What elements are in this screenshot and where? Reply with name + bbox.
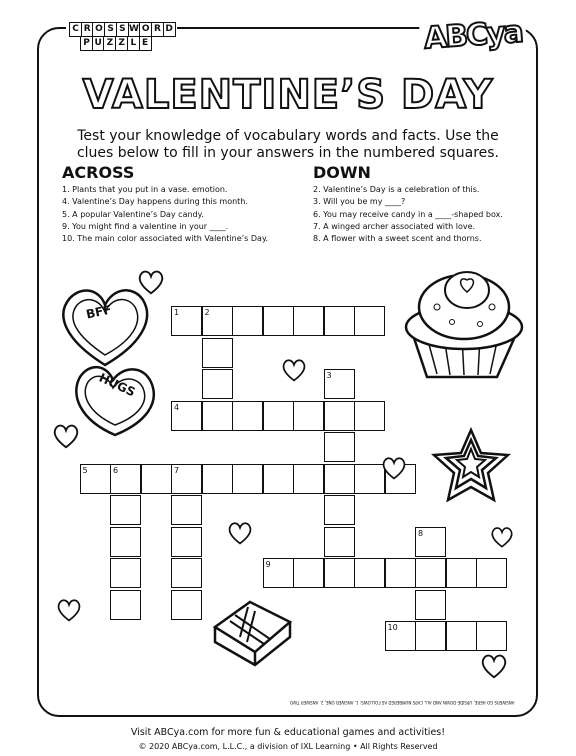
down-clue-7: 7. A winged archer associated with love. <box>313 221 476 231</box>
crossword-cell[interactable] <box>324 527 355 557</box>
copyright-text: © 2020 ABCya.com, L.L.C., a division of IXL Learning • All Rights Reserved <box>138 742 438 751</box>
heart-icon <box>56 597 82 623</box>
crossword-cell[interactable] <box>293 306 324 336</box>
logo-letter-tile: S <box>116 22 129 37</box>
across-heading: ACROSS <box>62 163 135 182</box>
logo-letter-tile: C <box>69 22 82 37</box>
clue-number-6: 6 <box>113 465 119 475</box>
heart-icon <box>480 652 508 680</box>
crossword-cell[interactable] <box>415 621 446 651</box>
logo-word-crossword <box>69 22 174 37</box>
clue-number-3: 3 <box>326 371 332 380</box>
crossword-cell[interactable] <box>232 306 263 336</box>
crossword-cell[interactable] <box>354 401 385 431</box>
crossword-cell[interactable] <box>202 338 233 368</box>
clue-number-8: 8 <box>418 528 424 538</box>
crossword-cell[interactable] <box>232 464 263 494</box>
crossword-cell[interactable] <box>141 464 172 494</box>
heart-icon <box>381 455 407 481</box>
heart-icon <box>52 422 80 450</box>
crossword-cell[interactable] <box>263 306 294 336</box>
crossword-cell[interactable] <box>324 495 355 525</box>
across-clue-9: 9. You might find a valentine in your ____. <box>62 221 229 231</box>
answers-note: ANSWERS GO HERE, UPSIDE-DOWN AND ALL CAPS NUMBERED AS FOLLOWS: 1. ANSWER ONE, 2. ANSWER TWO <box>290 700 515 705</box>
cupcake-illustration <box>402 262 532 382</box>
logo-letter-tile: D <box>163 22 176 37</box>
across-clue-10: 10. The main color associated with Valentine’s Day. <box>62 234 269 244</box>
clue-number-5: 5 <box>82 465 88 475</box>
logo-letter-tile: P <box>80 36 93 51</box>
crossword-cell[interactable] <box>415 558 446 588</box>
heart-icon <box>490 525 514 549</box>
abcya-logo: ABCya <box>419 14 527 56</box>
logo-letter-tile: E <box>139 36 152 51</box>
heart-icon <box>137 268 165 296</box>
crossword-cell[interactable] <box>202 401 233 431</box>
across-clues <box>62 184 268 245</box>
down-clue-8: 8. A flower with a sweet scent and thorns. <box>313 234 482 244</box>
down-clue-2: 2. Valentine’s Day is a celebration of this. <box>313 185 480 194</box>
across-clue-4: 4. Valentine’s Day happens during this month. <box>62 197 248 207</box>
crossword-cell[interactable] <box>446 621 477 651</box>
crossword-cell[interactable] <box>385 558 416 588</box>
crossword-cell[interactable] <box>293 464 324 494</box>
down-clue-6: 6. You may receive candy in a ____-shaped box. <box>313 209 503 219</box>
crossword-cell[interactable] <box>202 464 233 494</box>
candy-heart-bff <box>63 290 147 365</box>
chocolate-box-illustration <box>210 597 300 667</box>
logo-letter-tile: Z <box>103 36 116 51</box>
down-heading: DOWN <box>313 163 371 182</box>
crossword-cell[interactable] <box>293 401 324 431</box>
down-clue-3: 3. Will you be my ____? <box>313 197 406 207</box>
crossword-cell[interactable] <box>324 558 355 588</box>
crossword-cell[interactable] <box>324 401 355 431</box>
across-clue-5: 5. A popular Valentine’s Day candy. <box>62 209 204 219</box>
clue-number-9: 9 <box>265 560 271 569</box>
crossword-cell[interactable] <box>446 558 477 588</box>
crossword-cell[interactable] <box>354 306 385 336</box>
clue-number-1: 1 <box>174 308 180 317</box>
crossword-cell[interactable] <box>263 401 294 431</box>
clue-number-10: 10 <box>387 623 398 632</box>
heart-icon <box>227 520 253 546</box>
logo-letter-tile: U <box>92 36 105 51</box>
crossword-cell[interactable] <box>476 621 507 651</box>
crossword-cell[interactable] <box>110 527 141 557</box>
page-title: VALENTINE’S DAY <box>82 72 494 118</box>
crossword-cell[interactable] <box>324 432 355 462</box>
candy-heart-hugs-text: HUGS <box>96 370 138 400</box>
crossword-cell[interactable] <box>324 306 355 336</box>
crossword-cell[interactable] <box>354 558 385 588</box>
down-clues <box>313 184 503 245</box>
candy-heart-bff-text: BFF <box>84 302 113 322</box>
logo-letter-tile: O <box>92 22 105 37</box>
logo-letter-tile: O <box>139 22 152 37</box>
intro-text: Test your knowledge of vocabulary words and facts. Use the clues below to fill in your answers in the numbered squares. <box>76 128 500 161</box>
clue-number-7: 7 <box>174 465 180 475</box>
crossword-cell[interactable] <box>324 464 355 494</box>
logo-letter-tile: R <box>151 22 164 37</box>
crossword-cell[interactable] <box>110 558 141 588</box>
across-clue-1: 1. Plants that you put in a vase. emotion. <box>62 185 228 194</box>
crossword-cell[interactable] <box>110 590 141 620</box>
logo-letter-tile: W <box>128 22 141 37</box>
crossword-cell[interactable] <box>476 558 507 588</box>
crossword-cell[interactable] <box>232 401 263 431</box>
crossword-cell[interactable] <box>110 495 141 525</box>
crossword-cell[interactable] <box>171 527 202 557</box>
clue-number-4: 4 <box>174 402 180 412</box>
crossword-cell[interactable] <box>415 590 446 620</box>
footer-link-text[interactable]: Visit ABCya.com for more fun & educational games and activities! <box>130 727 446 738</box>
logo-word-puzzle <box>80 36 150 51</box>
heart-icon <box>281 357 307 383</box>
logo-letter-tile: Z <box>115 36 128 51</box>
crossword-puzzle-logo <box>66 22 177 51</box>
clue-number-2: 2 <box>204 308 210 317</box>
logo-letter-tile: S <box>104 22 117 37</box>
star-chocolate-illustration <box>426 425 516 510</box>
logo-letter-tile: R <box>81 22 94 37</box>
crossword-cell[interactable] <box>171 495 202 525</box>
crossword-cell[interactable] <box>171 558 202 588</box>
logo-letter-tile: L <box>127 36 140 51</box>
crossword-cell[interactable] <box>171 590 202 620</box>
crossword-cell[interactable] <box>293 558 324 588</box>
crossword-cell[interactable] <box>202 369 233 399</box>
crossword-cell[interactable] <box>263 464 294 494</box>
